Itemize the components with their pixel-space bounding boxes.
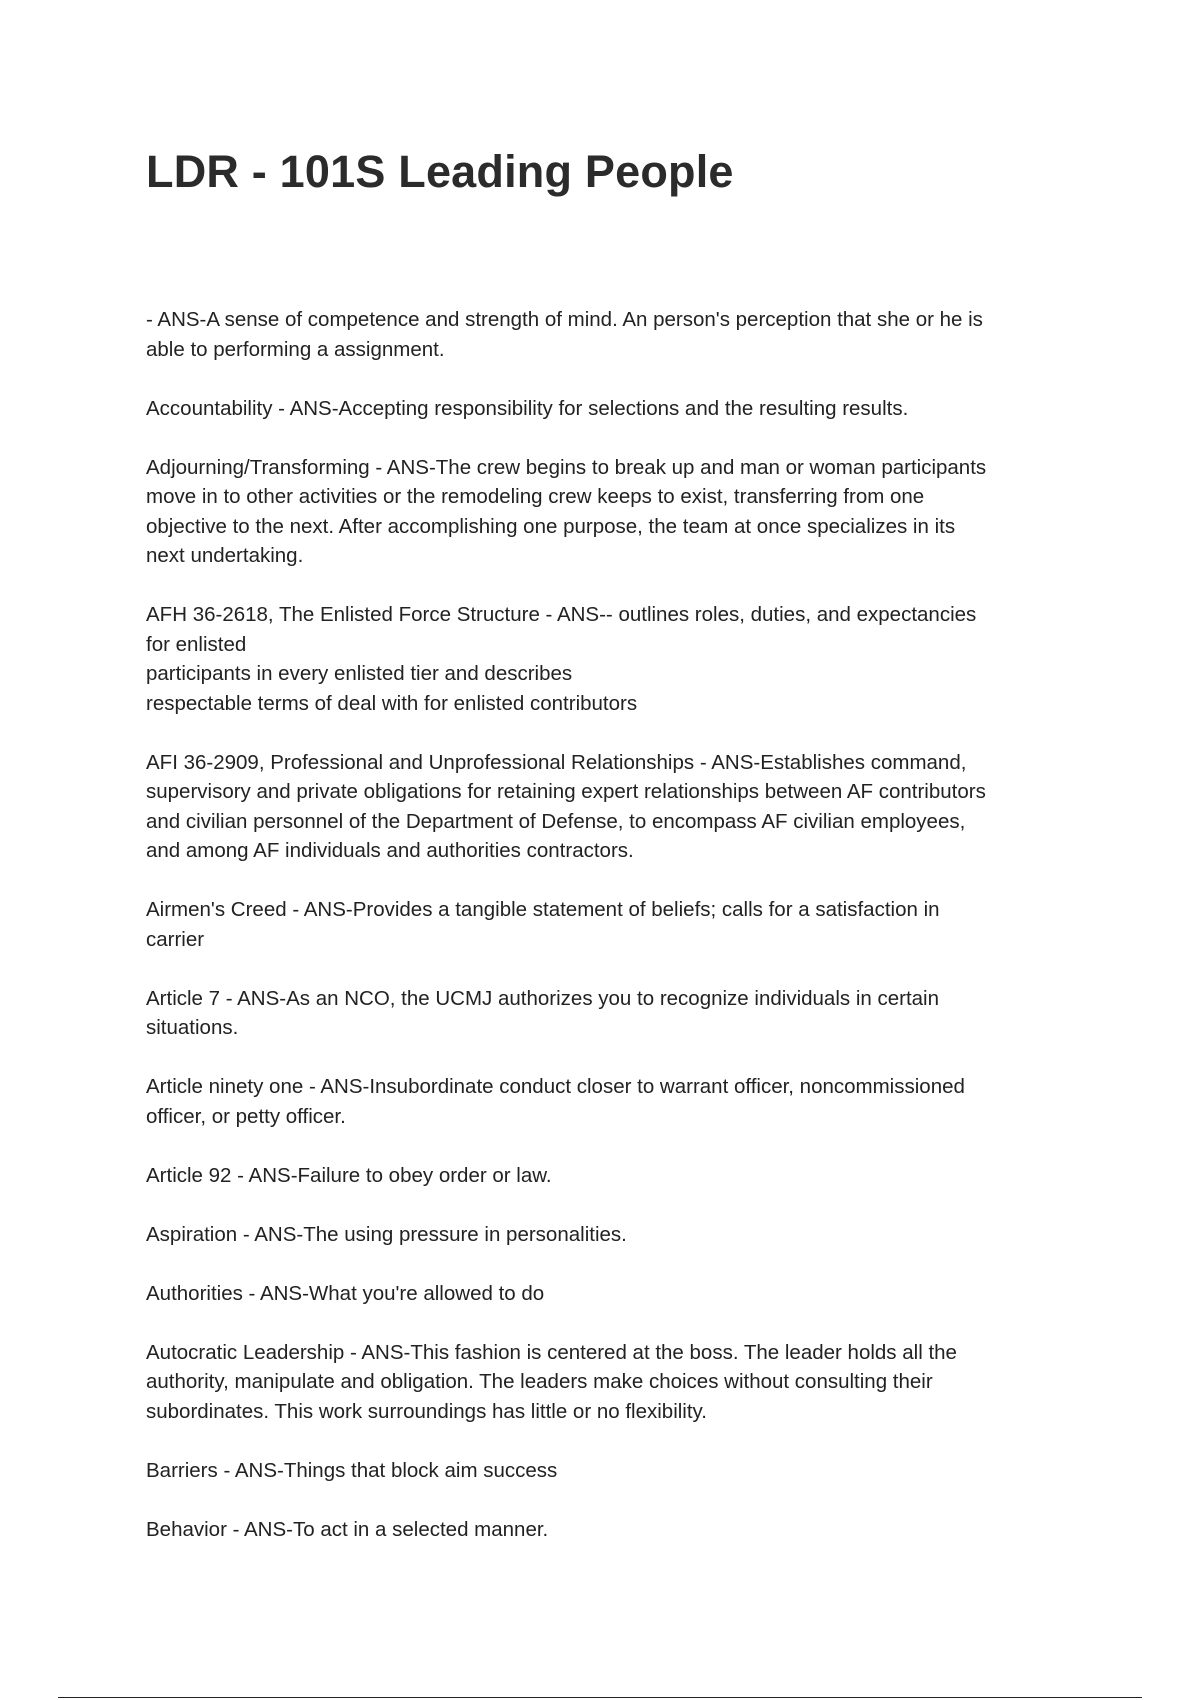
list-item (146, 1279, 1066, 1309)
entry-line: and civilian personnel of the Department of Defense, to encompass AF civilian employees, (146, 809, 966, 833)
entry-line: Article 92 - ANS-Failure to obey order or law. (146, 1163, 552, 1187)
entry-line: Article ninety one - ANS-Insubordinate conduct closer to warrant officer, noncommissioned (146, 1075, 965, 1098)
entry-line: carrier (146, 927, 205, 951)
list-item (146, 305, 1066, 364)
entry-line: authority, manipulate and obligation. The leaders make choices without consulting their (146, 1370, 933, 1393)
list-item (146, 394, 1066, 424)
entry-line: for enlisted (146, 632, 247, 656)
entry-line: situations. (146, 1016, 239, 1039)
entry-line: Adjourning/Transforming - ANS-The crew begins to break up and man or woman participants (146, 455, 987, 479)
entry-line: Article 7 - ANS-As an NCO, the UCMJ authorizes you to recognize individuals in certain (146, 986, 940, 1010)
entry-line: Barriers - ANS-Things that block aim success (146, 1458, 558, 1482)
list-item (146, 600, 1066, 718)
entry-line: supervisory and private obligations for retaining expert relationships between AF contributors (146, 780, 986, 803)
entry-line: Authorities - ANS-What you're allowed to do (146, 1281, 545, 1305)
entry-line: officer, or petty officer. (146, 1104, 346, 1128)
entry-line: able to performing a assignment. (146, 337, 445, 361)
list-item (146, 1456, 1066, 1486)
list-item (146, 1161, 1066, 1191)
entry-line: participants in every enlisted tier and describes (146, 662, 573, 685)
list-item (146, 453, 1066, 571)
flashcard-list (146, 305, 1066, 1574)
entry-line: and among AF individuals and authorities contractors. (146, 839, 634, 862)
entry-line: Accountability - ANS-Accepting responsibility for selections and the resulting results. (146, 396, 909, 420)
entry-line: AFH 36-2618, The Enlisted Force Structure - ANS-- outlines roles, duties, and expectancies (146, 603, 977, 626)
list-item (146, 895, 1066, 954)
list-item (146, 1220, 1066, 1250)
entry-line: - ANS-A sense of competence and strength of mind. An person's perception that she or he is (146, 308, 983, 331)
entry-line: subordinates. This work surroundings has little or no flexibility. (146, 1399, 707, 1423)
entry-line: move in to other activities or the remodeling crew keeps to exist, transferring from one (146, 485, 925, 508)
entry-line: next undertaking. (146, 544, 304, 567)
list-item (146, 984, 1066, 1043)
entry-line: Autocratic Leadership - ANS-This fashion is centered at the boss. The leader holds all the (146, 1340, 957, 1364)
entry-line: objective to the next. After accomplishing one purpose, the team at once specializes in its (146, 514, 956, 538)
entry-line: Airmen's Creed - ANS-Provides a tangible statement of beliefs; calls for a satisfaction in (146, 898, 940, 921)
list-item (146, 1072, 1066, 1131)
entry-line: respectable terms of deal with for enlisted contributors (146, 691, 638, 715)
entry-line: Aspiration - ANS-The using pressure in personalities. (146, 1222, 627, 1246)
entry-line: AFI 36-2909, Professional and Unprofessional Relationships - ANS-Establishes command, (146, 750, 967, 774)
list-item (146, 748, 1066, 866)
page-title: LDR - 101S Leading People (146, 146, 734, 197)
entry-line: Behavior - ANS-To act in a selected manner. (146, 1517, 549, 1541)
list-item (146, 1338, 1066, 1427)
page-divider (58, 1697, 1142, 1698)
list-item (146, 1515, 1066, 1545)
